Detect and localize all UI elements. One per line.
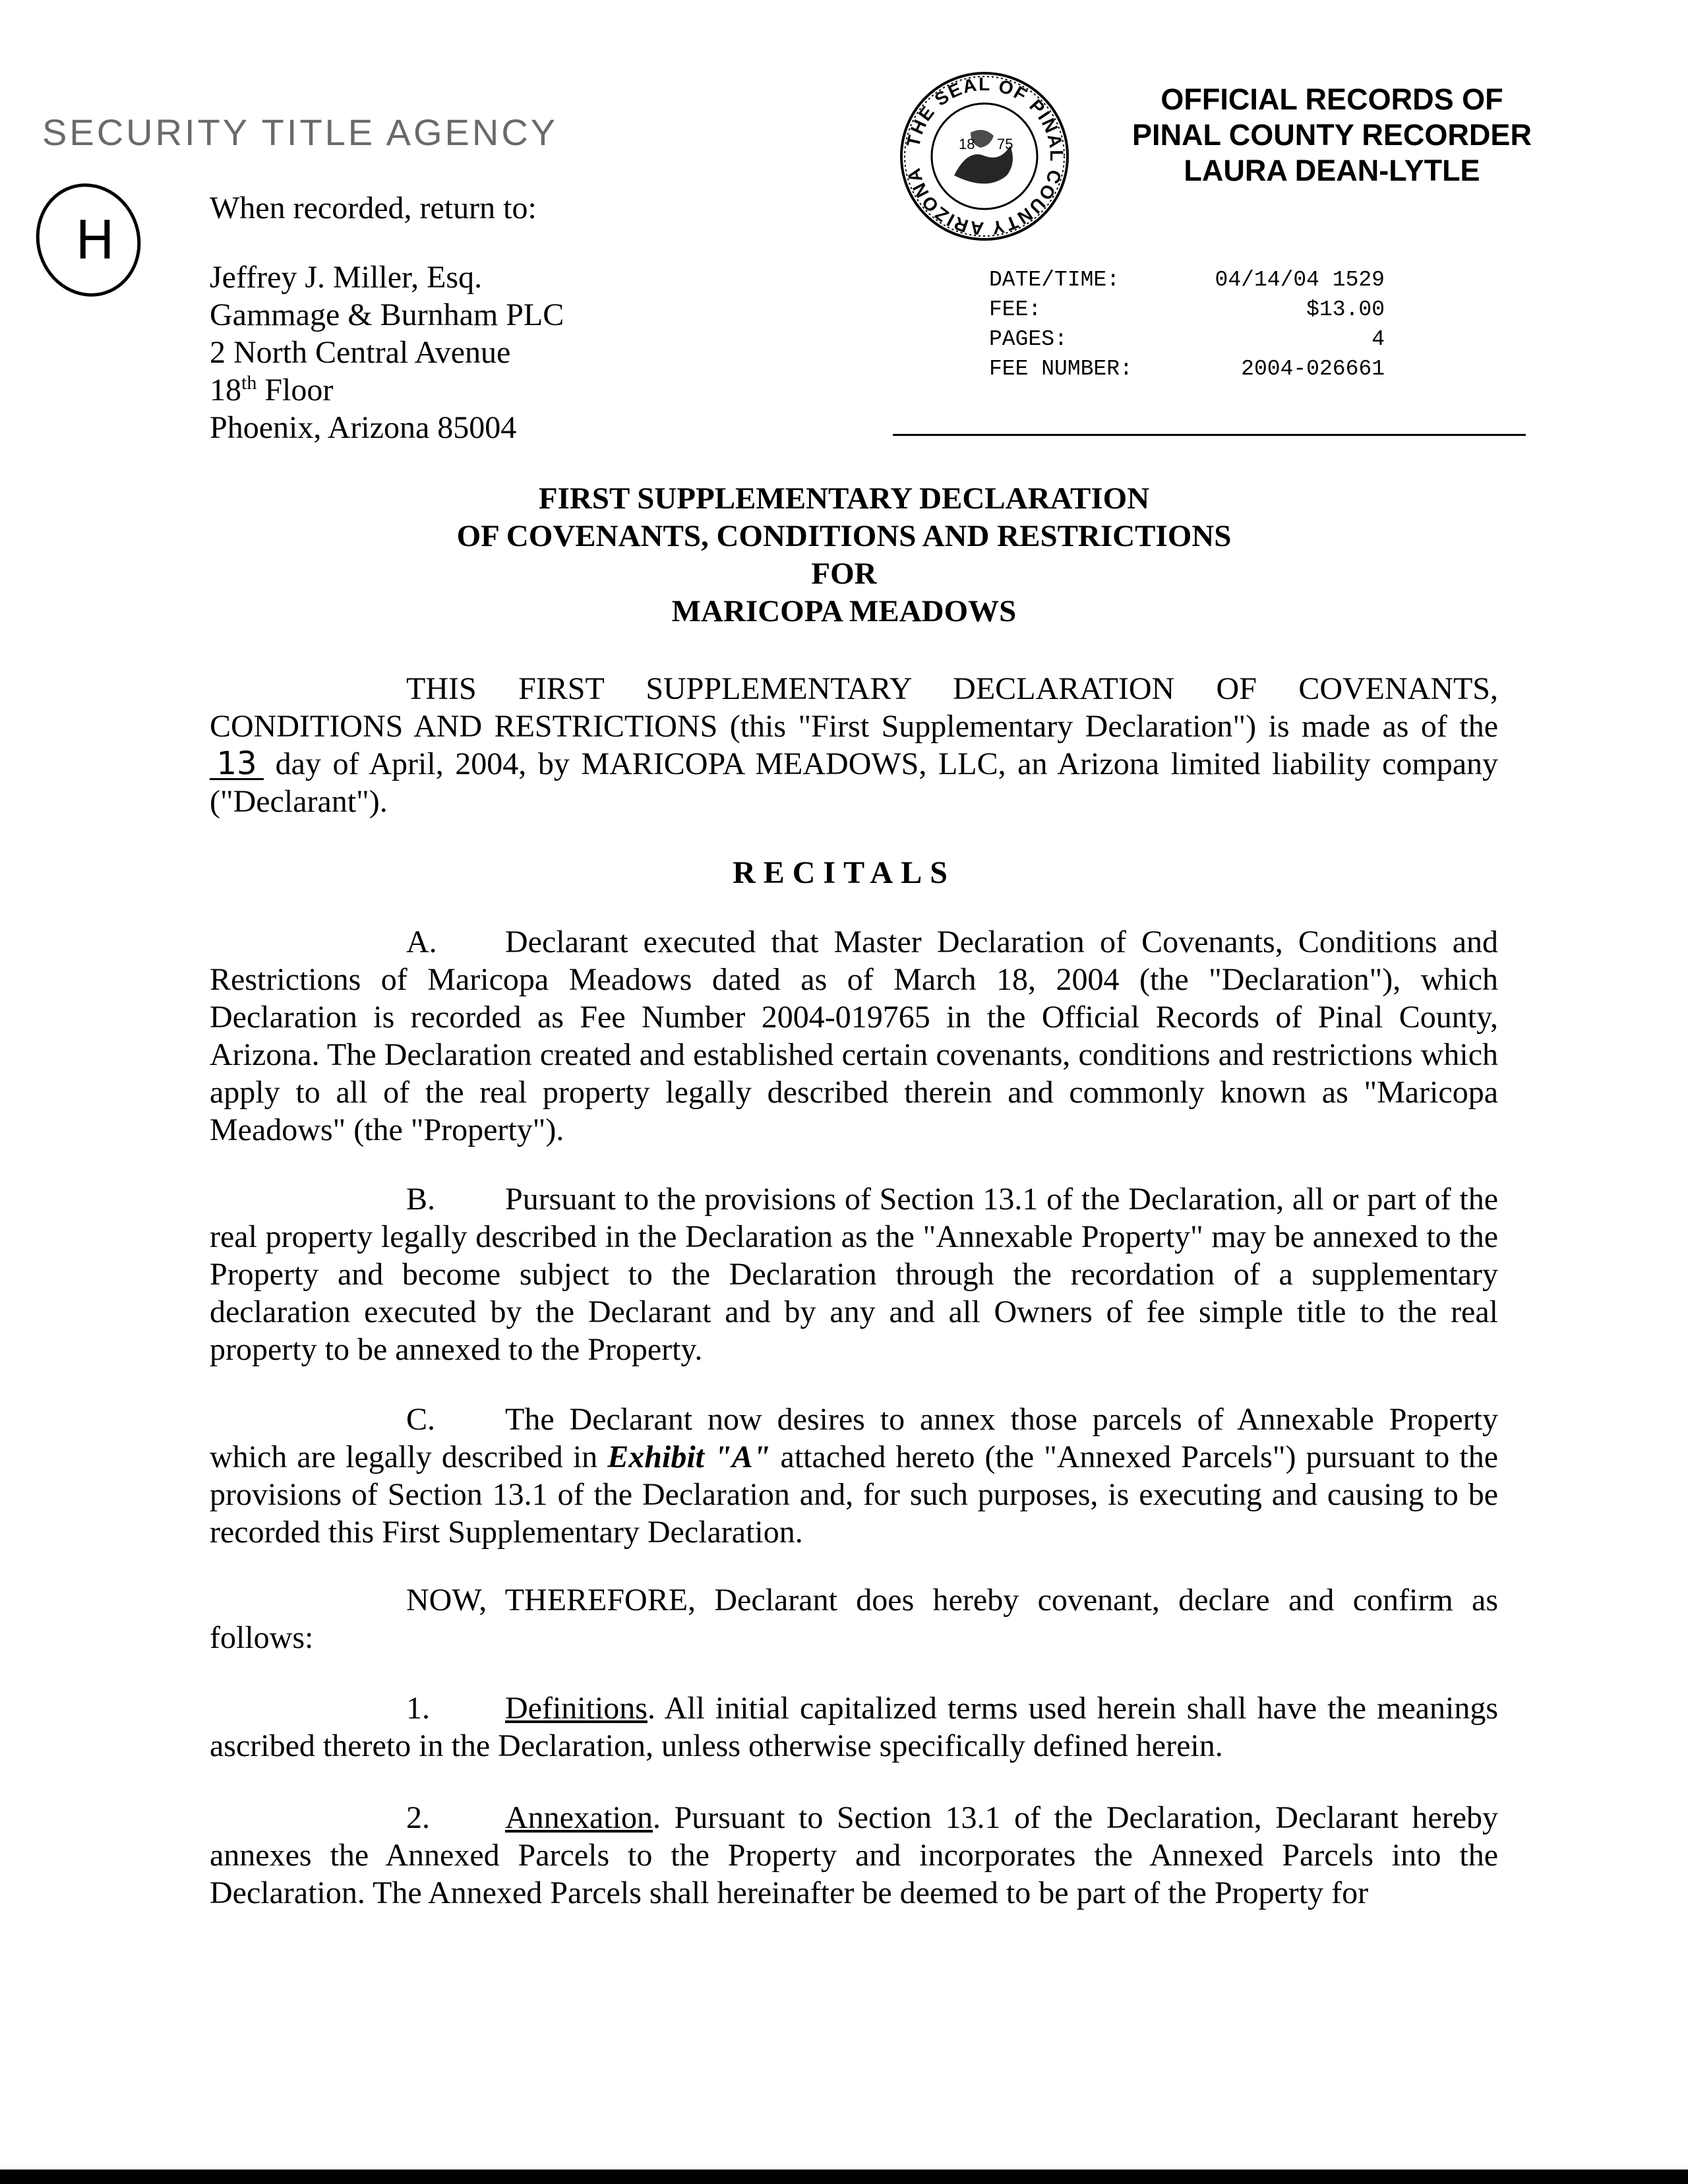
return-firm: Gammage & Burnham PLC	[210, 297, 564, 332]
recorder-line-2: PINAL COUNTY RECORDER	[1132, 118, 1532, 152]
recorder-line-1: OFFICIAL RECORDS OF	[1160, 82, 1503, 116]
handwritten-circled-mark	[24, 177, 156, 309]
recording-info	[989, 265, 1385, 384]
recital-a-label: A.	[406, 925, 437, 959]
security-title-agency-stamp: SECURITY TITLE AGENCY	[42, 111, 558, 153]
title-line-3: FOR	[811, 557, 877, 591]
pinal-county-seal	[898, 70, 1071, 243]
title-line-1: FIRST SUPPLEMENTARY DECLARATION	[538, 481, 1150, 516]
recording-value: 04/14/04 1529	[1215, 268, 1385, 292]
recording-label: PAGES:	[989, 327, 1068, 351]
recorder-heading	[1068, 82, 1596, 189]
recital-b: B. Pursuant to the provisions of Section 13.1 of the Declaration, all or part of the real property legally described in the Declaration as the "Annexable Property" may be annexed to the Property and become subject to the Declaration through the recordation of a supplementary declaration executed by the Declarant and by any and all Owners of fee simple title to the real property to be annexed to the Property.	[210, 1182, 1498, 1367]
return-street: 2 North Central Avenue	[210, 335, 511, 370]
exhibit-a-reference: Exhibit "A"	[607, 1440, 771, 1474]
recording-row-fee	[989, 295, 1385, 324]
recording-value: $13.00	[1306, 297, 1385, 322]
section-1-definitions: 1. Definitions. All initial capitalized terms used herein shall have the meanings ascribed thereto in the Declaration, unless otherwise specifically defined herein.	[210, 1691, 1498, 1763]
intro-paragraph: THIS FIRST SUPPLEMENTARY DECLARATION OF COVENANTS, CONDITIONS AND RESTRICTIONS (this "First Supplementary Declaration") is made as of the 13 day of April, 2004, by MARICOPA MEADOWS, LLC, an Arizona limited liability company ("Declarant").	[210, 671, 1499, 819]
recording-value: 2004-026661	[1241, 357, 1385, 381]
recital-c-label: C.	[406, 1402, 436, 1437]
title-line-2: OF COVENANTS, CONDITIONS AND RESTRICTIONS	[456, 519, 1232, 553]
recitals-heading: RECITALS	[733, 855, 955, 890]
recital-c: C. The Declarant now desires to annex those parcels of Annexable Property which are legally described in Exhibit "A" attached hereto (the "Annexed Parcels") pursuant to the provisions of Section 13.1 of the Declaration and, for such purposes, is executing and causing to be recorded this First Supplementary Declaration.	[210, 1402, 1499, 1550]
return-floor: 18th Floor	[210, 372, 334, 408]
recital-a: A. Declarant executed that Master Declaration of Covenants, Conditions and Restrictions of Maricopa Meadows dated as of March 18, 2004 (the "Declaration"), which Declaration is recorded as Fee Number 2004-019765 in the Official Records of Pinal County, Arizona. The Declaration created and established certain covenants, conditions and restrictions which apply to all of the real property legally described therein and commonly known as "Maricopa Meadows" (the "Property").	[210, 925, 1498, 1147]
section-2-annexation: 2. Annexation. Pursuant to Section 13.1 of the Declaration, Declarant hereby annexes the Annexed Parcels to the Property and incorporates the Annexed Parcels into the Declaration. The Annexed Parcels shall hereinafter be deemed to be part of the Property for	[210, 1800, 1498, 1910]
seal-year-left: 18	[959, 136, 975, 152]
recording-label: FEE NUMBER:	[989, 357, 1133, 381]
section-2-title: Annexation	[505, 1800, 653, 1835]
title-line-4: MARICOPA MEADOWS	[671, 594, 1017, 628]
return-city: Phoenix, Arizona 85004	[210, 410, 517, 445]
return-to-label: When recorded, return to:	[210, 191, 537, 226]
recorder-line-3: LAURA DEAN-LYTLE	[1184, 154, 1480, 187]
handwritten-letter: H	[75, 210, 115, 271]
recording-label: DATE/TIME:	[989, 268, 1120, 292]
recital-b-label: B.	[406, 1182, 436, 1217]
recording-value: 4	[1372, 327, 1385, 351]
now-therefore-paragraph: NOW, THEREFORE, Declarant does hereby covenant, declare and confirm as follows:	[210, 1583, 1498, 1655]
recording-row-fee-number	[989, 354, 1385, 384]
seal-ring-text: THE SEAL OF PINAL COUNTY ARIZONA	[902, 73, 1068, 239]
section-1-number: 1.	[406, 1691, 430, 1726]
seal-year-right: 75	[997, 136, 1013, 152]
recording-label: FEE:	[989, 297, 1042, 322]
handwritten-day: 13	[210, 749, 264, 780]
section-1-title: Definitions	[505, 1691, 648, 1726]
header-divider	[893, 434, 1526, 436]
scan-edge-bar	[0, 2169, 1688, 2184]
recording-row-datetime	[989, 265, 1385, 295]
document-title	[0, 480, 1688, 630]
return-name: Jeffrey J. Miller, Esq.	[210, 260, 483, 295]
section-2-number: 2.	[406, 1800, 430, 1835]
return-address	[210, 258, 564, 446]
recording-row-pages	[989, 324, 1385, 354]
